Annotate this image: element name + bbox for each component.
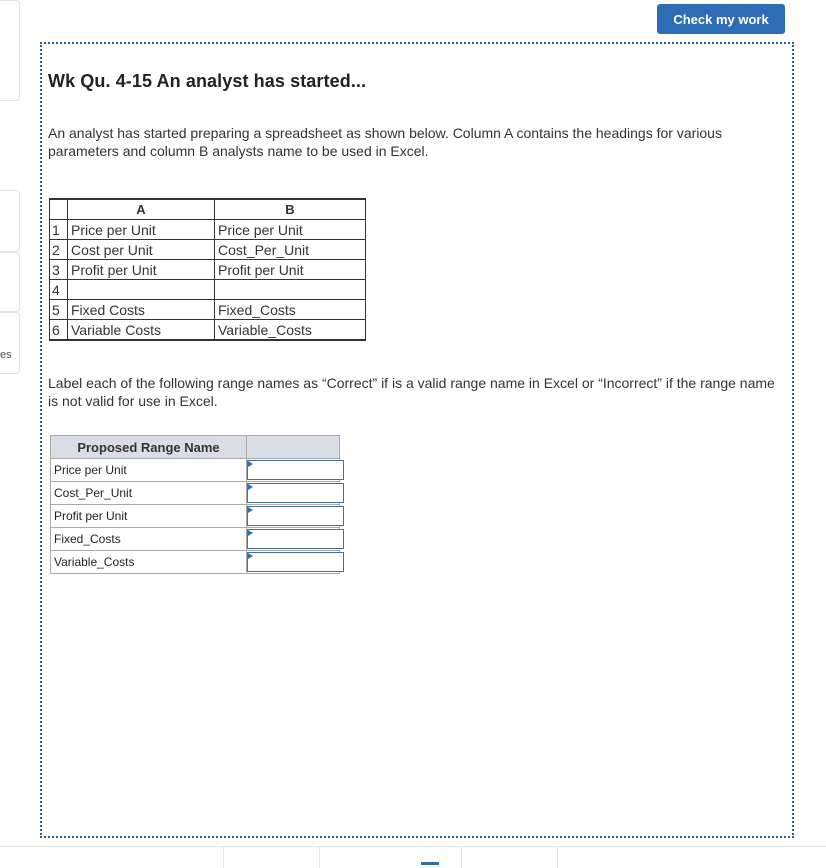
answer-row (51, 551, 340, 574)
input-flag-icon (248, 484, 253, 490)
range-name-label: Cost_Per_Unit (51, 482, 247, 505)
input-flag-icon (248, 530, 253, 536)
answer-table (50, 435, 340, 574)
answer-header-name: Proposed Range Name (51, 436, 247, 459)
answer-row (51, 505, 340, 528)
range-name-label: Price per Unit (51, 459, 247, 482)
answer-input[interactable] (247, 506, 344, 526)
cell-a: Cost per Unit (68, 240, 215, 260)
cell-b: Fixed_Costs (215, 300, 366, 320)
column-a-header: A (68, 199, 215, 220)
cell-b (215, 280, 366, 300)
spreadsheet-row (50, 260, 366, 280)
spreadsheet-header-row (50, 199, 366, 220)
sidebar-partial-label: es (0, 349, 12, 361)
range-name-label: Profit per Unit (51, 505, 247, 528)
cell-b: Price per Unit (215, 220, 366, 240)
sidebar-card-2[interactable] (0, 190, 20, 252)
spreadsheet-row (50, 300, 366, 320)
row-number: 6 (50, 320, 68, 341)
row-number: 1 (50, 220, 68, 240)
sidebar-card-4[interactable] (0, 312, 20, 374)
spreadsheet-row (50, 240, 366, 260)
answer-cell (247, 551, 340, 574)
cell-a: Profit per Unit (68, 260, 215, 280)
range-name-label: Variable_Costs (51, 551, 247, 574)
cell-b: Variable_Costs (215, 320, 366, 341)
answer-header-row (51, 436, 340, 459)
answer-row (51, 482, 340, 505)
answer-input[interactable] (247, 552, 344, 572)
answer-header-blank (247, 436, 340, 459)
spreadsheet-row (50, 220, 366, 240)
answer-cell (247, 482, 340, 505)
bottom-nav-separator (223, 846, 224, 868)
answer-row (51, 459, 340, 482)
row-number: 3 (50, 260, 68, 280)
question-title: Wk Qu. 4-15 An analyst has started... (48, 71, 367, 91)
answer-cell (247, 505, 340, 528)
cell-a (68, 280, 215, 300)
spreadsheet-row (50, 280, 366, 300)
bottom-nav-separator (557, 846, 558, 868)
question-intro: An analyst has started preparing a spreadsheet as shown below. Column A contains the headings for various parameters and column B analysts name to be used in Excel. (48, 125, 722, 159)
input-flag-icon (248, 553, 253, 559)
answer-row (51, 528, 340, 551)
cell-a: Price per Unit (68, 220, 215, 240)
answer-cell (247, 528, 340, 551)
question-instruction: Label each of the following range names as “Correct” if is a valid range name in Excel or “Incorrect” if the range name is not valid for use in Excel. (48, 375, 775, 409)
cell-a: Fixed Costs (68, 300, 215, 320)
cell-b: Profit per Unit (215, 260, 366, 280)
bottom-nav-separator (461, 846, 462, 868)
bottom-nav-divider (0, 846, 826, 847)
range-name-label: Fixed_Costs (51, 528, 247, 551)
check-my-work-button[interactable]: Check my work (657, 4, 785, 34)
spreadsheet-row (50, 320, 366, 341)
answer-input[interactable] (247, 529, 344, 549)
answer-input[interactable] (247, 460, 344, 480)
row-number: 2 (50, 240, 68, 260)
input-flag-icon (248, 461, 253, 467)
cell-b: Cost_Per_Unit (215, 240, 366, 260)
row-number: 4 (50, 280, 68, 300)
row-number: 5 (50, 300, 68, 320)
bottom-nav-grid-icon[interactable] (421, 862, 439, 865)
corner-cell (50, 199, 68, 220)
bottom-nav-separator (319, 846, 320, 868)
answer-input[interactable] (247, 483, 344, 503)
cell-a: Variable Costs (68, 320, 215, 341)
column-b-header: B (215, 199, 366, 220)
sidebar-card-1[interactable] (0, 0, 20, 101)
answer-cell (247, 459, 340, 482)
input-flag-icon (248, 507, 253, 513)
spreadsheet-table (49, 198, 366, 341)
sidebar-card-3[interactable] (0, 252, 20, 312)
